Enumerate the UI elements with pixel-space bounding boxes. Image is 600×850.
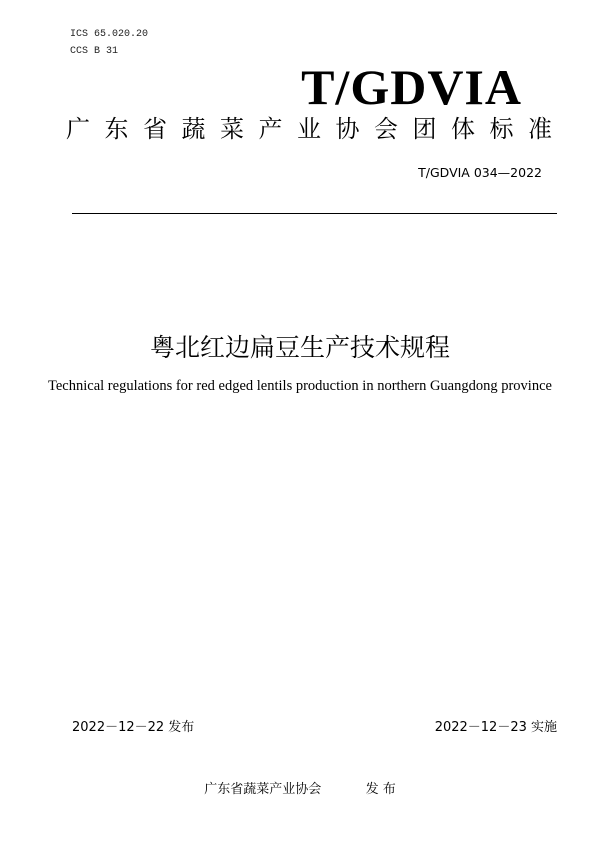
org-heading-char: 体 [451, 115, 475, 143]
publish-label: 发 布 [365, 782, 396, 797]
org-heading-char: 团 [412, 115, 437, 143]
org-heading-char: 广 [66, 115, 90, 143]
org-heading-char: 产 [258, 115, 283, 143]
org-heading-char: 蔬 [181, 115, 206, 143]
issue-date: 2022－12－22 发布 [72, 720, 195, 735]
org-heading-char: 协 [335, 115, 360, 143]
ics-code: ICS 65.020.20 [70, 29, 149, 40]
implementation-date: 2022－12－23 实施 [434, 720, 557, 735]
standard-logo: T/GDVIA [301, 59, 522, 115]
title-english: Technical regulations for red edged lentils production in northern Guangdong province [48, 378, 552, 394]
org-heading-char: 准 [528, 115, 552, 143]
ccs-code: CCS B 31 [70, 46, 119, 57]
publisher-line [0, 778, 600, 797]
org-heading-char: 菜 [220, 115, 244, 143]
publisher-name: 广东省蔬菜产业协会 [204, 782, 322, 797]
standard-number: T/GDVIA 034—2022 [418, 165, 542, 180]
organization-standard-heading [66, 114, 552, 144]
org-heading-char: 省 [143, 115, 167, 143]
title-chinese: 粤北红边扁豆生产技术规程 [149, 333, 450, 362]
org-heading-char: 标 [489, 115, 514, 143]
org-heading-char: 东 [104, 115, 129, 143]
org-heading-char: 会 [374, 115, 398, 143]
divider [72, 213, 557, 214]
org-heading-char: 业 [297, 115, 321, 143]
